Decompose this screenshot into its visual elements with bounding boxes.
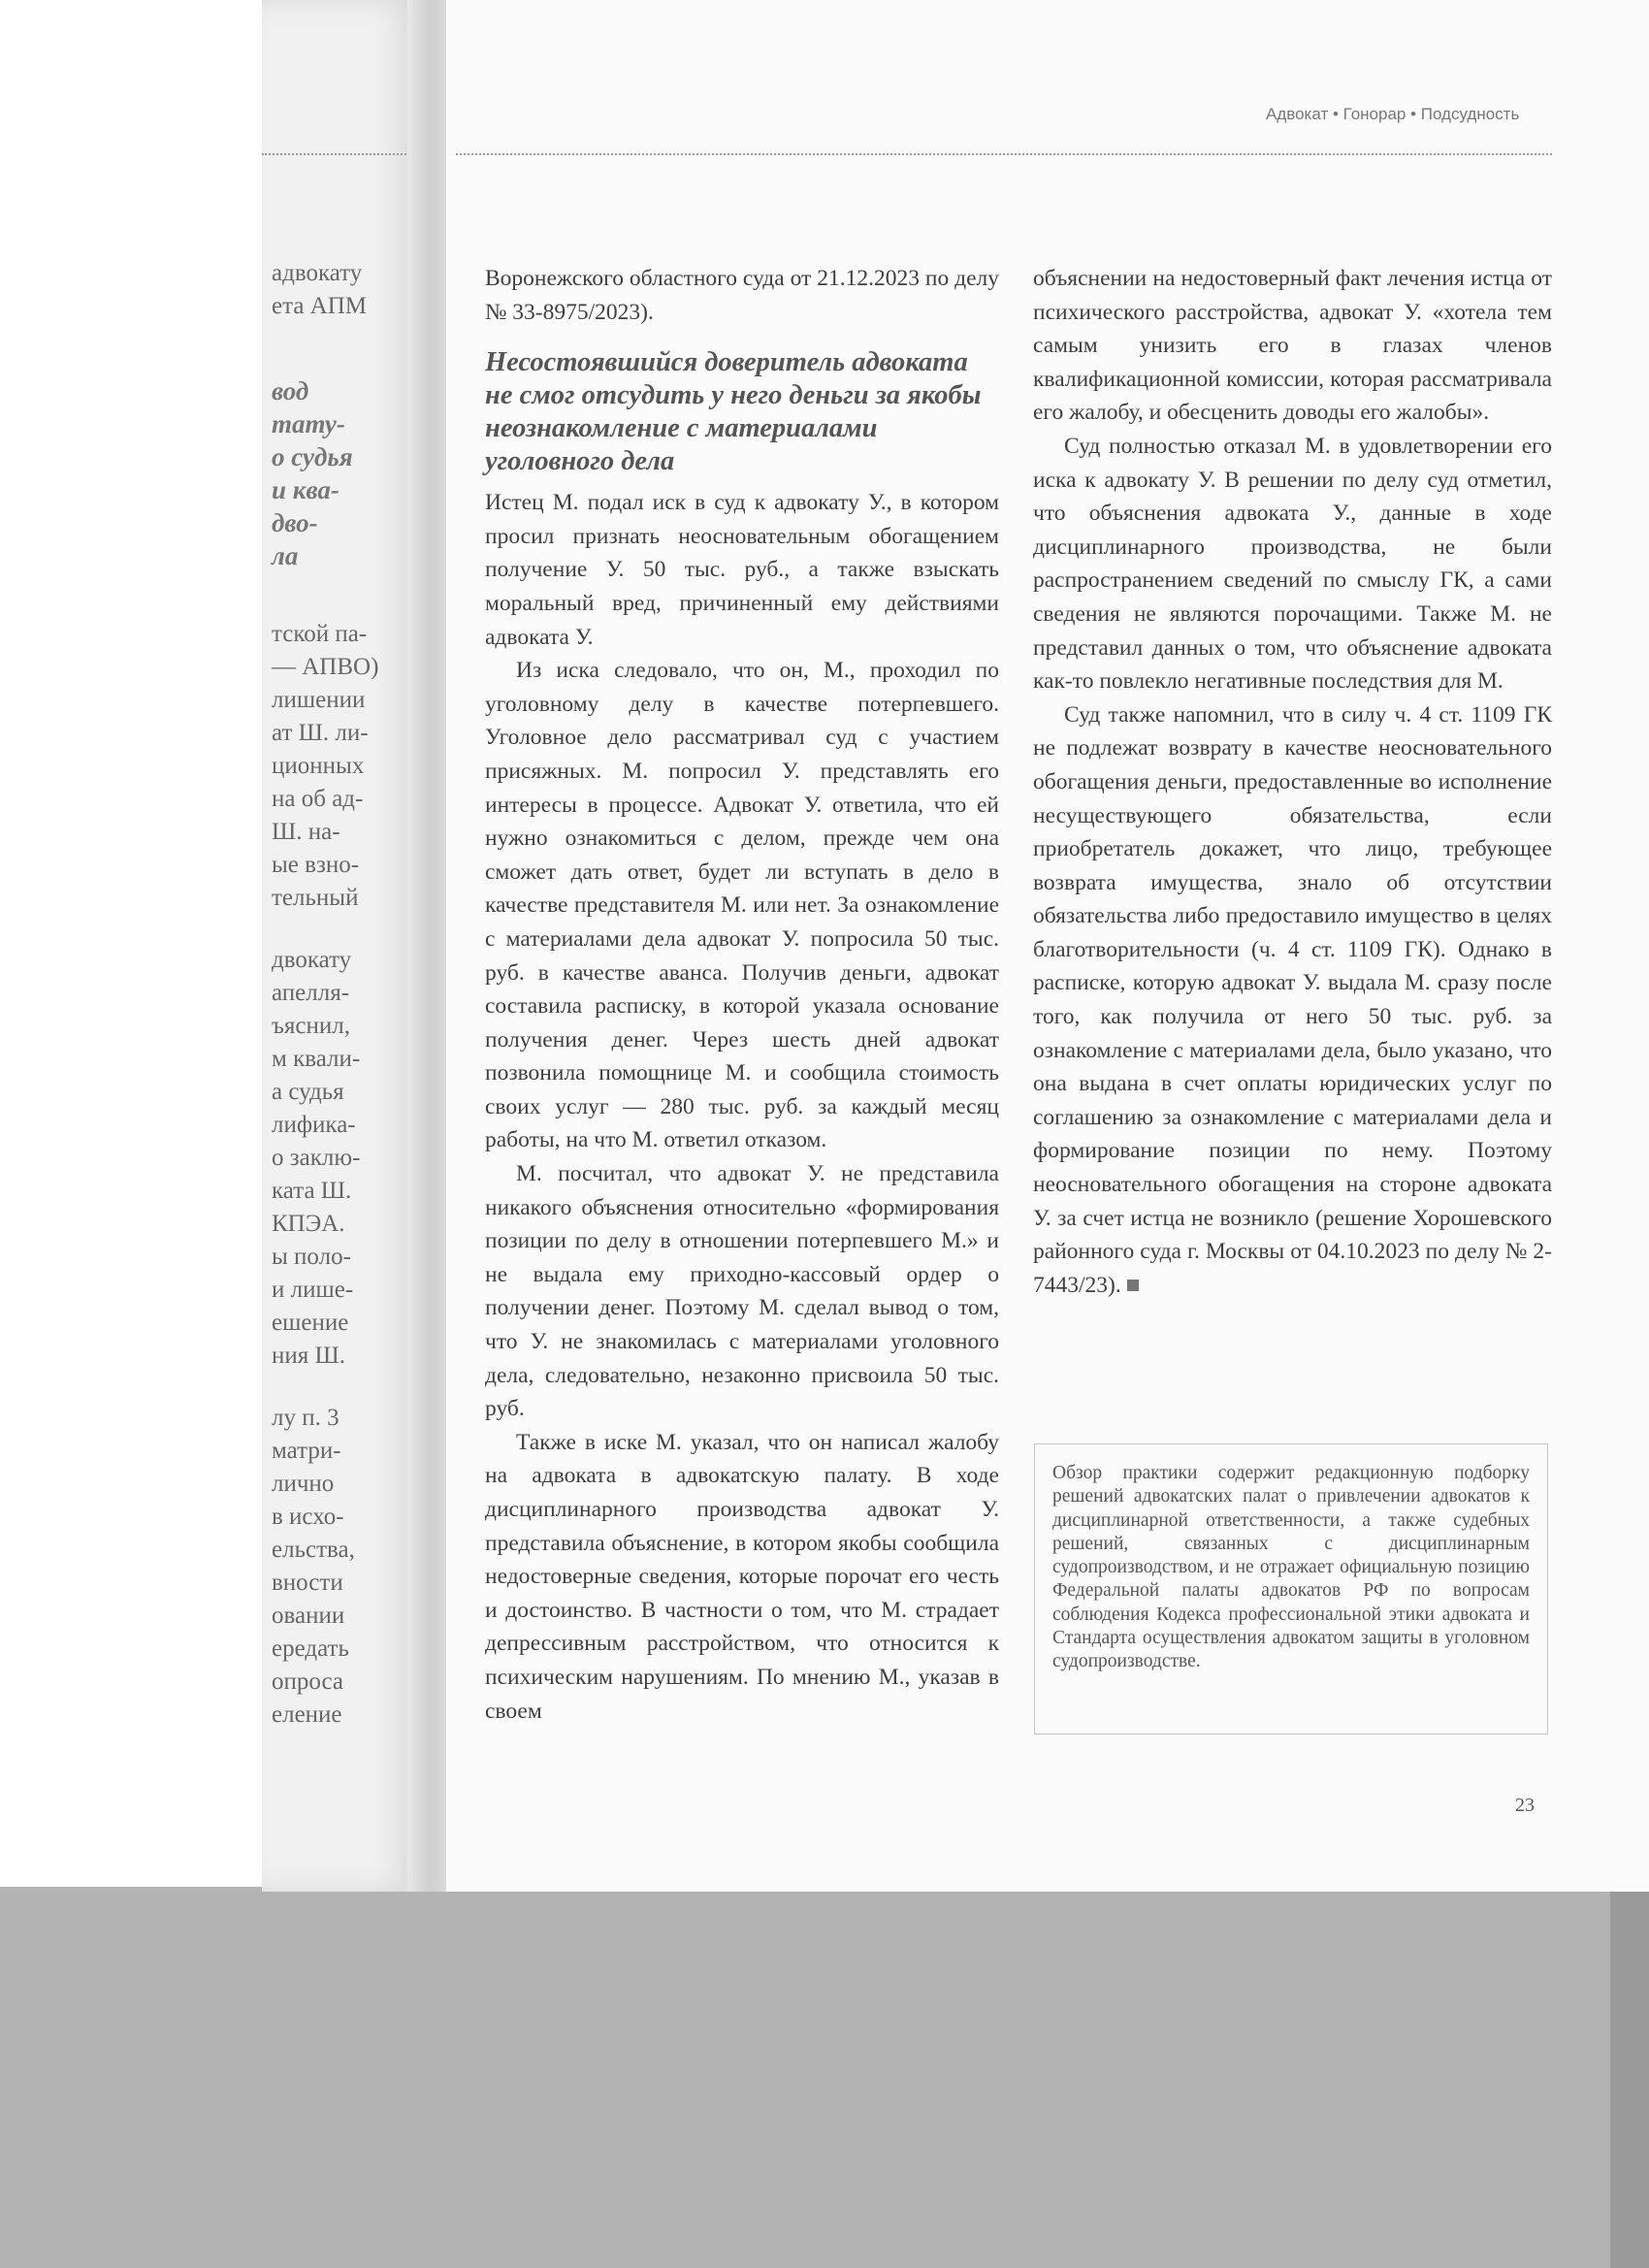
previous-page-line: двокату	[272, 947, 352, 973]
previous-page-line: ешение	[272, 1310, 349, 1336]
previous-page-line: тельный	[272, 885, 359, 911]
scan-background-corner	[1610, 1887, 1649, 2268]
previous-page-line: ы поло-	[272, 1244, 351, 1270]
previous-page-line: ционных	[272, 753, 365, 779]
column1-paragraph-2: Из иска следовало, что он, М., проходил по уголовному делу в качестве потерпевшего. Уголовное дело рассматривал суд с участием присяжных. М. попросил У. представлять его интересы в процессе. Адвокат У. ответила, что ей нужно ознакомиться с делом, прежде чем она сможет дать ответ, будет ли вступать в дело в качестве представителя М. или нет. За ознакомление с материалами дела адвокат У. попросила 50 тыс. руб. в качестве аванса. Получив деньги, адвокат составила расписку, в которой указала основание получения денег. Через шесть дней адвокат позвонила помощнице М. и сообщила стоимость своих услуг — 280 тыс. руб. за каждый месяц работы, на что М. ответил отказом.	[485, 658, 999, 1153]
previous-page-line: апелля-	[272, 980, 350, 1006]
page-number: 23	[1515, 1795, 1535, 1816]
previous-page-line: ые взно-	[272, 852, 360, 878]
previous-page-line: КПЭА.	[272, 1211, 345, 1237]
previous-page-line: о заклю-	[272, 1145, 361, 1171]
previous-page-rule	[262, 153, 417, 155]
text-column-2	[1033, 262, 1552, 1302]
column1-paragraph-3: М. посчитал, что адвокат У. не представила никакого объяснения относительно «формирования позиции по делу в отношении потерпевшего М.» и не выдала ему приходно-кассовый ордер о получении денег. Поэтому М. сделал вывод о том, что У. не знакомилась с материалами уголовного дела, следовательно, незаконно присвоила 50 тыс. руб.	[485, 1161, 999, 1422]
scan-background-bottom	[0, 1887, 1649, 2268]
column2-paragraph-1: объяснении на недостоверный факт лечения истца от психического расстройства, адвокат У. «хотела тем самым унизить его в глазах членов квалификационной комиссии, которая рассматривала его жалобу, и обесценить доводы его жалобы».	[1033, 266, 1552, 426]
column2-paragraph-3-text: Суд также напомнил, что в силу ч. 4 ст. 1109 ГК не подлежат возврату в качестве неосновательного обогащения деньги, предоставленные во исполнение несуществующего обязательства, если приобретатель докажет, что лицо, требующее возврата имущества, знало об отсутствии обязательства либо предоставило имущество в целях благотворительности (ч. 4 ст. 1109 ГК). Однако в расписке, которую адвокат У. выдала М. сразу после того, как получила от него 50 тыс. руб. за ознакомление с материалами дела, было указано, что она выдана в счет оплаты юридических услуг по соглашению за ознакомление с материалами дела и формирование позиции по нему. Поэтому неосновательного обогащения на стороне адвоката У. за счет истца не возникло (решение Хорошевского районного суда г. Москвы от 04.10.2023 по делу № 2-7443/23).	[1033, 701, 1552, 1298]
column1-paragraph-1: Истец М. подал иск в суд к адвокату У., в котором просил признать неосновательным обогащением получение У. 50 тыс. руб., а также взыскать моральный вред, причиненный ему действиями адвоката У.	[485, 490, 999, 650]
editorial-note-box	[1034, 1443, 1548, 1734]
column2-paragraph-2: Суд полностью отказал М. в удовлетворении его иска к адвокату У. В решении по делу суд отметил, что объяснения адвоката У., данные в ходе дисциплинарного производства, не были распространением сведений по смыслу ГК, а сами сведения не являются порочащими. Также М. не представил данных о том, что объяснение адвоката как-то повлекло негативные последствия для М.	[1033, 433, 1552, 695]
previous-page-line: о судья	[272, 442, 353, 471]
previous-page-line: дво-	[272, 508, 318, 537]
previous-page-line: овании	[272, 1603, 345, 1629]
previous-page-line: и ква-	[272, 475, 340, 504]
previous-page-line: ъяснил,	[272, 1013, 351, 1039]
previous-page-line: Ш. на-	[272, 819, 340, 845]
previous-page-line: вод	[272, 376, 309, 405]
previous-page-line: матри-	[272, 1438, 341, 1464]
editorial-note-text: Обзор практики содержит редакционную подборку решений адвокатских палат о привлечении адвокатов к дисциплинарной ответственности, а также судебных решений, связанных с дисциплинарным судопроизводством, и не отражает официальную позицию Федеральной палаты адвокатов РФ по вопросам соблюдения Кодекса профессиональной этики адвоката и Стандарта осуществления адвокатом защиты в уголовном судопроизводстве.	[1052, 1463, 1530, 1672]
section-title: Несостоявшийся доверитель адвоката не смог отсудить у него деньги за якобы неознакомление с материалами уголовного дела	[485, 347, 982, 477]
column1-intro: Воронежского областного суда от 21.12.2023 по делу № 33-8975/2023).	[485, 266, 999, 325]
running-head: Адвокат • Гонорар • Подсудность	[1266, 105, 1520, 123]
column1-paragraph-4: Также в иске М. указал, что он написал жалобу на адвоката в адвокатскую палату. В ходе дисциплинарного производства адвокат У. представила объяснение, в котором якобы сообщила недостоверные сведения, которые порочат его честь и достоинство. В частности о том, что М. страдает депрессивным расстройством, что относится к психическим нарушениям. По мнению М., указав в своем	[485, 1429, 999, 1724]
previous-page-line: опроса	[272, 1669, 343, 1695]
column2-paragraph-3	[1033, 698, 1552, 1303]
previous-page-line: вности	[272, 1570, 343, 1596]
previous-page-line: и лише-	[272, 1277, 354, 1303]
previous-page-fragment	[262, 0, 417, 1892]
previous-page-line: м квали-	[272, 1046, 361, 1072]
previous-page-line: в исхо-	[272, 1504, 344, 1530]
previous-page-line: на об ад-	[272, 786, 364, 812]
previous-page-line: адвокату	[272, 260, 363, 286]
previous-page-line: ат Ш. ли-	[272, 720, 369, 746]
text-column-1	[485, 262, 999, 1728]
previous-page-line: лишении	[272, 687, 366, 713]
previous-page-line: ния Ш.	[272, 1343, 345, 1369]
previous-page-line: ета АПМ	[272, 293, 368, 319]
previous-page-line: тской па-	[272, 621, 368, 647]
previous-page-line: ельства,	[272, 1537, 355, 1563]
previous-page-line: ката Ш.	[272, 1178, 352, 1204]
end-of-article-mark	[1127, 1280, 1139, 1291]
previous-page-line: еление	[272, 1701, 342, 1728]
previous-page-line: лично	[272, 1471, 335, 1497]
previous-page-line: тату-	[272, 409, 345, 438]
previous-page-line: — АПВО)	[272, 654, 379, 680]
previous-page-line: а судья	[272, 1079, 344, 1105]
previous-page-line: ла	[272, 541, 299, 570]
previous-page-line: лифика-	[272, 1112, 356, 1138]
header-dotted-rule	[456, 153, 1552, 155]
previous-page-line: ередать	[272, 1636, 349, 1662]
previous-page-line: лу п. 3	[272, 1405, 340, 1431]
